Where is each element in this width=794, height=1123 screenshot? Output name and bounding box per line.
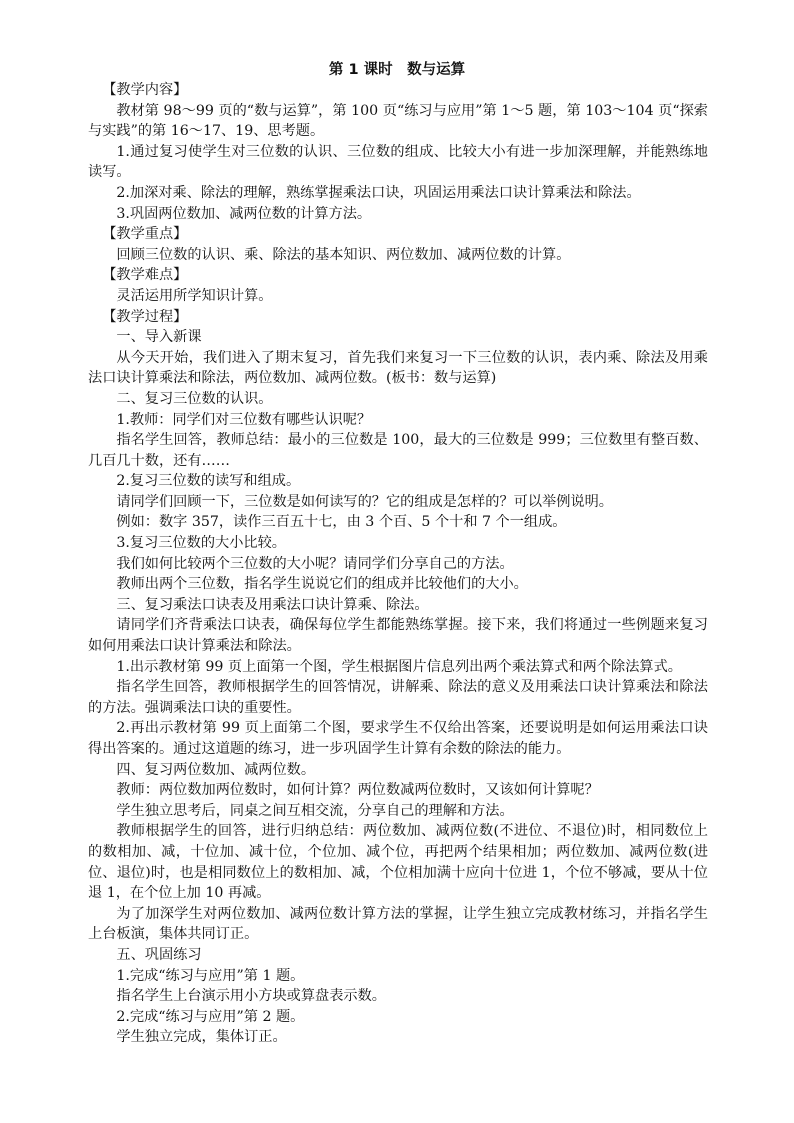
paragraph: 学生独立完成，集体订正。 <box>116 1029 287 1046</box>
paragraph: 三、复习乘法口诀表及用乘法口诀计算乘、除法。 <box>116 596 429 613</box>
paragraph: 教材第 98～99 页的“数与运算”，第 100 页“练习与应用”第 1～5 题，第 103～104 页“探索与实践”的第 16～17、19、思考题。 <box>88 102 708 140</box>
paragraph: 1.出示教材第 99 页上面第一个图，学生根据图片信息列出两个乘法算式和两个除法算式。 <box>116 658 682 675</box>
paragraph: 2.再出示教材第 99 页上面第二个图，要求学生不仅给出答案，还要说明是如何运用乘法口诀得出答案的。通过这道题的练习，进一步巩固学生计算有余数的除法的能力。 <box>88 720 708 757</box>
paragraph: 2.加深对乘、除法的理解，熟练掌握乘法口诀，巩固运用乘法口诀计算乘法和除法。 <box>116 184 641 201</box>
paragraph: 回顾三位数的认识、乘、除法的基本知识、两位数加、减两位数的计算。 <box>116 246 571 263</box>
paragraph: 教师：两位数加两位数时，如何计算？两位数减两位数时，又该如何计算呢？ <box>116 782 599 799</box>
section-heading: 【教学重点】 <box>102 226 188 243</box>
paragraph: 请同学们回顾一下，三位数是如何读写的？它的组成是怎样的？可以举例说明。 <box>116 493 613 510</box>
paragraph: 1.完成“练习与应用”第 1 题。 <box>116 967 305 984</box>
paragraph: 2.复习三位数的读写和组成。 <box>116 473 301 490</box>
document-body <box>88 80 708 1048</box>
paragraph: 从今天开始，我们进入了期末复习，首先我们来复习一下三位数的认识，表内乘、除法及用乘法口诀计算乘法和除法，两位数加、减两位数。(板书：数与运算) <box>88 349 708 387</box>
paragraph: 二、复习三位数的认识。 <box>116 390 273 407</box>
paragraph: 一、导入新课 <box>116 329 202 346</box>
paragraph: 2.完成“练习与应用”第 2 题。 <box>116 1008 305 1025</box>
paragraph: 3.复习三位数的大小比较。 <box>116 535 286 552</box>
paragraph: 1.通过复习使学生对三位数的认识、三位数的组成、比较大小有进一步加深理解，并能熟练地读写。 <box>88 143 708 181</box>
paragraph: 四、复习两位数加、减两位数。 <box>116 761 316 778</box>
paragraph: 我们如何比较两个三位数的大小呢？请同学们分享自己的方法。 <box>116 555 514 572</box>
paragraph: 学生独立思考后，同桌之间互相交流，分享自己的理解和方法。 <box>116 802 514 819</box>
paragraph: 教师根据学生的回答，进行归纳总结：两位数加、减两位数(不进位、不退位)时，相同数位上的数相加、减，十位加、减十位，个位加、减个位，再把两个结果相加；两位数加、减两位数(进位、退位)时，也是相同数位上的数相加、减，个位相加满十应向十位进 1，个位不够减，要从十位退 1，在个位上加 10 再减。 <box>88 823 708 902</box>
paragraph: 五、巩固练习 <box>116 946 202 963</box>
paragraph: 指名学生回答，教师根据学生的回答情况，讲解乘、除法的意义及用乘法口诀计算乘法和除法的方法。强调乘法口诀的重要性。 <box>88 679 708 716</box>
paragraph: 请同学们齐背乘法口诀表，确保每位学生都能熟练掌握。接下来，我们将通过一些例题来复习如何用乘法口诀计算乘法和除法。 <box>88 617 708 655</box>
section-heading: 【教学难点】 <box>102 267 188 284</box>
paragraph: 3.巩固两位数加、减两位数的计算方法。 <box>116 205 372 222</box>
paragraph: 为了加深学生对两位数加、减两位数计算方法的掌握，让学生独立完成教材练习，并指名学生上台板演，集体共同订正。 <box>88 905 708 943</box>
paragraph: 教师出两个三位数，指名学生说说它们的组成并比较他们的大小。 <box>116 576 528 593</box>
paragraph: 例如：数字 357，读作三百五十七，由 3 个百、5 个十和 7 个一组成。 <box>116 514 567 531</box>
paragraph: 指名学生回答，教师总结：最小的三位数是 100，最大的三位数是 999；三位数里有整百数、几百几十数，还有…… <box>88 432 708 469</box>
lesson-title: 第 1 课时 数与运算 <box>328 62 466 78</box>
paragraph: 1.教师：同学们对三位数有哪些认识呢？ <box>116 411 372 428</box>
section-heading: 【教学过程】 <box>102 308 188 325</box>
section-heading: 【教学内容】 <box>102 82 188 98</box>
paragraph: 指名学生上台演示用小方块或算盘表示数。 <box>116 988 386 1005</box>
paragraph: 灵活运用所学知识计算。 <box>116 287 273 304</box>
